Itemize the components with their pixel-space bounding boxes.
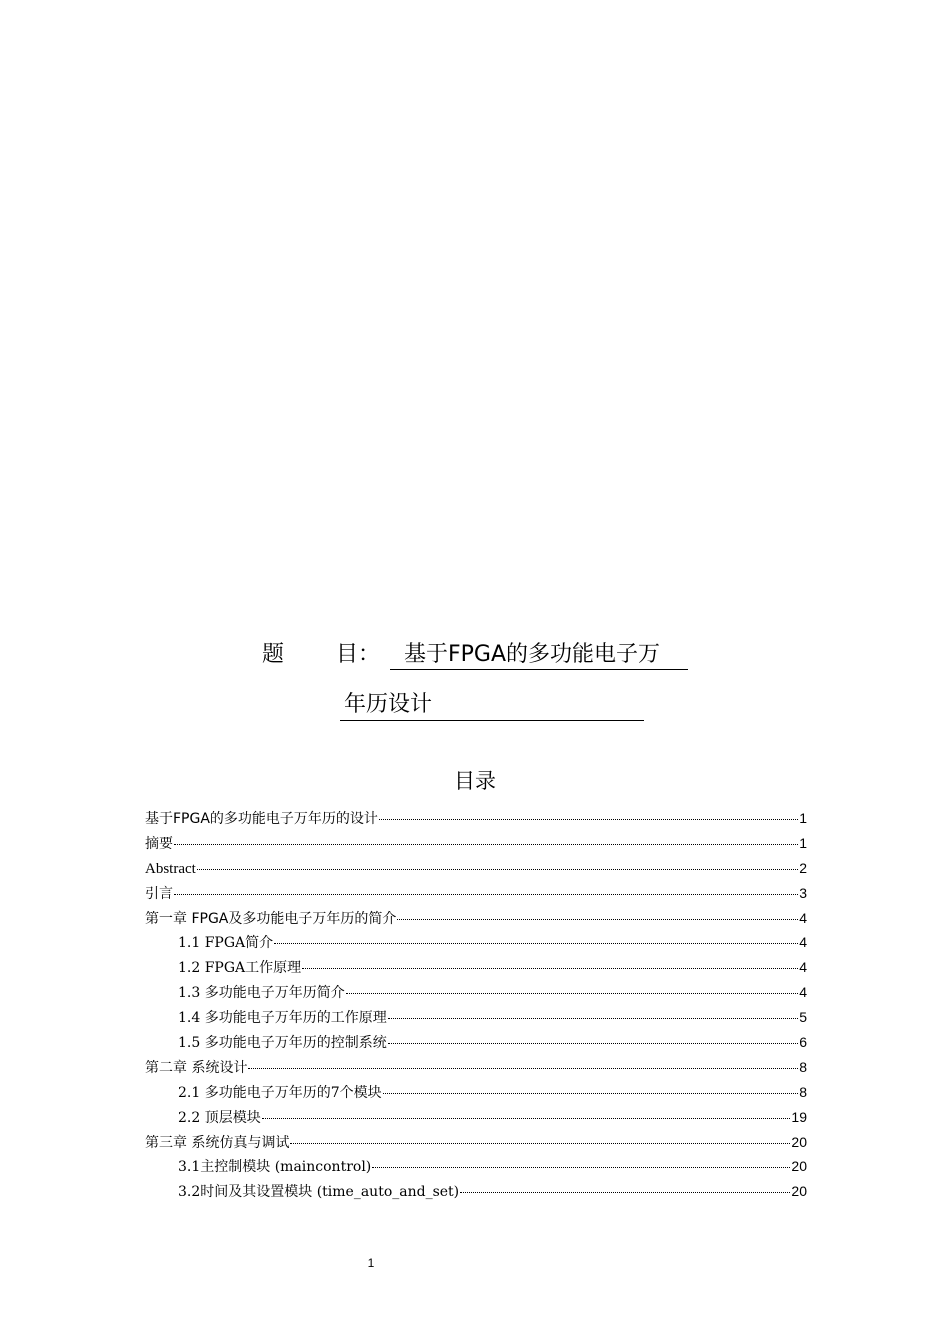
- toc-heading: 目录: [454, 769, 496, 793]
- toc-entry-label: Abstract: [145, 860, 196, 877]
- toc-dot-leader: [397, 905, 798, 920]
- toc-entry-label: 2.1 多功能电子万年历的7个模块: [178, 1084, 382, 1101]
- toc-entry-label: 基于FPGA的多功能电子万年历的设计: [145, 811, 378, 827]
- toc-dot-leader: [248, 1054, 798, 1069]
- toc-entry[interactable]: [145, 1105, 807, 1130]
- toc-entry-page: 19: [791, 1108, 807, 1125]
- toc-dot-leader: [346, 979, 798, 994]
- toc-entry[interactable]: [145, 1080, 807, 1105]
- toc-entry[interactable]: [145, 881, 807, 906]
- toc-entry-label: 1.5 多功能电子万年历的控制系统: [178, 1035, 387, 1052]
- toc-entry-page: 1: [799, 834, 807, 851]
- toc-entry[interactable]: [145, 856, 807, 881]
- toc-dot-leader: [197, 855, 798, 870]
- toc-dot-leader: [388, 1029, 798, 1044]
- toc-entry[interactable]: [145, 1179, 807, 1204]
- toc-entry-label: 1.1 FPGA简介: [178, 935, 274, 952]
- toc-entry-page: 6: [799, 1034, 807, 1051]
- title-value-part-1: 基于FPGA的多功能电子万: [390, 641, 688, 670]
- toc-dot-leader: [372, 1153, 790, 1168]
- toc-entry-label: 第二章 系统设计: [145, 1059, 248, 1076]
- toc-dot-leader: [174, 880, 798, 895]
- toc-dot-leader: [302, 954, 798, 969]
- toc-entry-page: 20: [791, 1133, 807, 1150]
- toc-dot-leader: [274, 929, 798, 944]
- toc-entry[interactable]: [145, 930, 807, 955]
- title-label-char-1: 题: [262, 642, 285, 667]
- toc-entry-label: 第一章 FPGA及多功能电子万年历的简介: [145, 910, 397, 927]
- toc-entry-page: 4: [799, 959, 807, 976]
- toc-entry-label: 3.2时间及其设置模块 (time_auto_and_set): [178, 1184, 460, 1201]
- toc-dot-leader: [262, 1104, 791, 1119]
- toc-entry-label: 1.2 FPGA工作原理: [178, 960, 302, 977]
- toc-dot-leader: [290, 1129, 790, 1144]
- toc-entry-label: 摘要: [145, 835, 173, 852]
- table-of-contents: [145, 806, 807, 1204]
- title-label-char-2: 目：: [336, 642, 381, 667]
- toc-entry[interactable]: [145, 1154, 807, 1179]
- toc-entry-label: 1.3 多功能电子万年历简介: [178, 985, 345, 1002]
- toc-dot-leader: [460, 1178, 790, 1193]
- toc-entry-page: 4: [799, 909, 807, 926]
- toc-entry-page: 2: [799, 859, 807, 876]
- toc-dot-leader: [383, 1079, 799, 1094]
- toc-entry[interactable]: [145, 1005, 807, 1030]
- page-number: 1: [367, 1256, 375, 1270]
- title-line-1: [262, 638, 688, 672]
- toc-entry-page: 4: [799, 984, 807, 1001]
- toc-entry[interactable]: [145, 1030, 807, 1055]
- toc-entry-page: 8: [799, 1058, 807, 1075]
- toc-entry[interactable]: [145, 906, 807, 931]
- title-value-part-2: 年历设计: [340, 690, 644, 721]
- toc-entry-label: 引言: [145, 885, 173, 902]
- toc-entry-page: 8: [799, 1083, 807, 1100]
- toc-entry[interactable]: [145, 806, 807, 831]
- toc-entry-page: 20: [791, 1183, 807, 1200]
- toc-entry-page: 5: [799, 1009, 807, 1026]
- toc-entry-page: 3: [799, 884, 807, 901]
- toc-entry-page: 1: [799, 810, 807, 826]
- toc-entry-label: 3.1主控制模块 (maincontrol): [178, 1159, 372, 1176]
- title-label: [262, 638, 380, 672]
- toc-dot-leader: [379, 805, 798, 820]
- toc-entry[interactable]: [145, 1130, 807, 1155]
- title-line-2: [340, 690, 644, 724]
- toc-dot-leader: [174, 830, 798, 845]
- toc-entry-label: 2.2 顶层模块: [178, 1109, 261, 1126]
- toc-entry[interactable]: [145, 1055, 807, 1080]
- toc-entry-page: 4: [799, 934, 807, 951]
- toc-entry[interactable]: [145, 980, 807, 1005]
- toc-entry-label: 1.4 多功能电子万年历的工作原理: [178, 1010, 387, 1027]
- toc-dot-leader: [388, 1004, 798, 1019]
- toc-entry[interactable]: [145, 955, 807, 980]
- toc-entry[interactable]: [145, 831, 807, 856]
- toc-entry-label: 第三章 系统仿真与调试: [145, 1134, 290, 1151]
- toc-entry-page: 20: [791, 1158, 807, 1175]
